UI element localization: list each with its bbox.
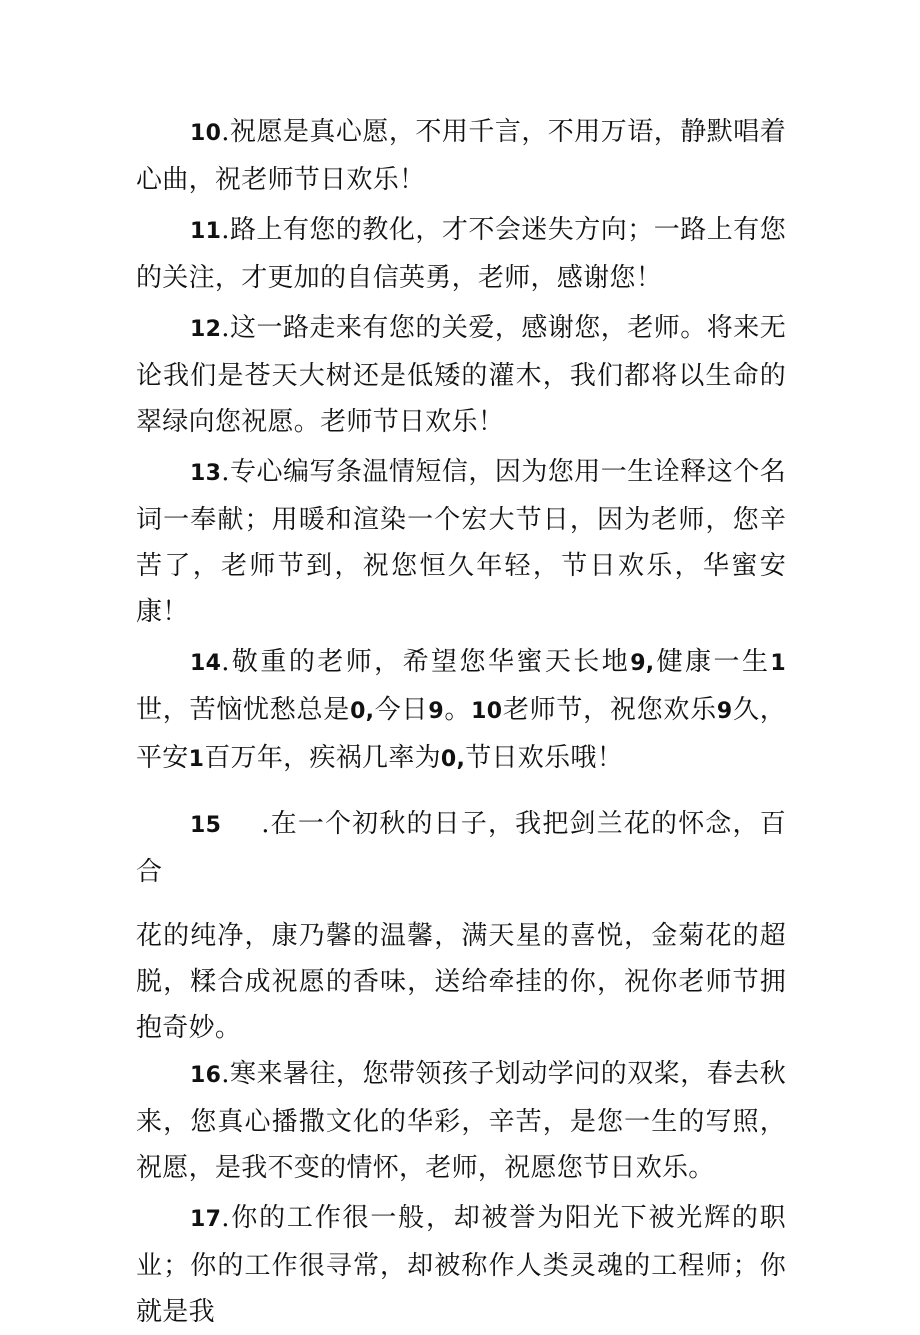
paragraph-text: .路上有您的教化，才不会迷失方向；一路上有您的关注，才更加的自信英勇，老师，感谢您！	[136, 215, 786, 293]
paragraph-14	[136, 639, 786, 783]
paragraph-text: .这一路走来有您的关爱，感谢您，老师。将来无论我们是苍天大树还是低矮的灌木，我们都将以生命的翠绿向您祝愿。老师节日欢乐！	[136, 313, 786, 437]
paragraph-16	[136, 1051, 786, 1191]
paragraph-14-segment: 1	[770, 651, 786, 676]
paragraph-15-continuation	[136, 913, 786, 1051]
item-number: 17	[190, 1207, 222, 1232]
paragraph-15-first-line	[136, 801, 786, 895]
paragraph-14-segment: 世，苦恼忧愁总是	[136, 695, 351, 725]
paragraph-14-segment: 健康一生	[654, 647, 771, 677]
paragraph-14-segment: 0,	[350, 699, 375, 724]
paragraph-14-segment: 9	[716, 699, 733, 724]
paragraph-text: .寒来暑往，您带领孩子划动学问的双桨，春去秋来，您真心播撒文化的华彩，辛苦，是您一生的写照，祝愿，是我不变的情怀，老师，祝愿您节日欢乐。	[136, 1059, 786, 1183]
paragraph-10	[136, 109, 786, 203]
item-number: 14	[190, 651, 222, 676]
paragraph-14-segment: 。	[443, 695, 472, 725]
item-number: 16	[190, 1063, 222, 1088]
paragraph-12	[136, 305, 786, 445]
document-page	[136, 109, 786, 1335]
paragraph-15	[136, 801, 786, 1051]
paragraph-text: .祝愿是真心愿，不用千言，不用万语，静默唱着心曲，祝老师节日欢乐！	[136, 117, 786, 195]
paragraph-text: .你的工作很一般，却被誉为阳光下被光辉的职业；你的工作很寻常，却被称作人类灵魂的工程师；你就是我	[136, 1203, 786, 1327]
paragraph-14-segment: 1	[188, 747, 205, 772]
paragraph-17	[136, 1195, 786, 1335]
paragraph-14-segment: 节日欢乐哦！	[465, 743, 623, 773]
paragraph-14-segment: .敬重的老师，希望您华蜜天长地	[221, 647, 631, 677]
paragraph-text: 花的纯净，康乃馨的温馨，满天星的喜悦，金菊花的超脱，糅合成祝愿的香味，送给牵挂的你，祝你老师节拥抱奇妙。	[136, 921, 786, 1043]
paragraph-11	[136, 207, 786, 301]
paragraph-14-segment: 老师节，祝您欢乐	[502, 695, 717, 725]
paragraph-14-segment: 9	[428, 699, 444, 724]
item-number: 12	[190, 317, 222, 342]
item-number: 10	[190, 121, 222, 146]
paragraph-14-segment: 0,	[440, 747, 466, 772]
paragraph-text: .专心编写条温情短信，因为您用一生诠释这个名词一奉献；用暖和渲染一个宏大节日，因为老师，您辛苦了，老师节到，祝您恒久年轻，节日欢乐，华蜜安康！	[136, 457, 786, 627]
paragraph-14-segment: 久，平安	[136, 695, 786, 773]
paragraph-14-segment: 今日	[374, 695, 429, 725]
paragraph-13	[136, 449, 786, 635]
paragraph-14-segment: 百万年，疾祸几率为	[204, 743, 441, 773]
item-number: 11	[190, 219, 222, 244]
paragraph-text: .在一个初秋的日子，我把剑兰花的怀念，百合	[136, 809, 786, 887]
item-number: 15	[190, 813, 222, 838]
paragraph-14-segment: 10	[471, 699, 503, 724]
item-number: 13	[190, 461, 222, 486]
paragraph-14-segment: 9,	[630, 651, 655, 676]
